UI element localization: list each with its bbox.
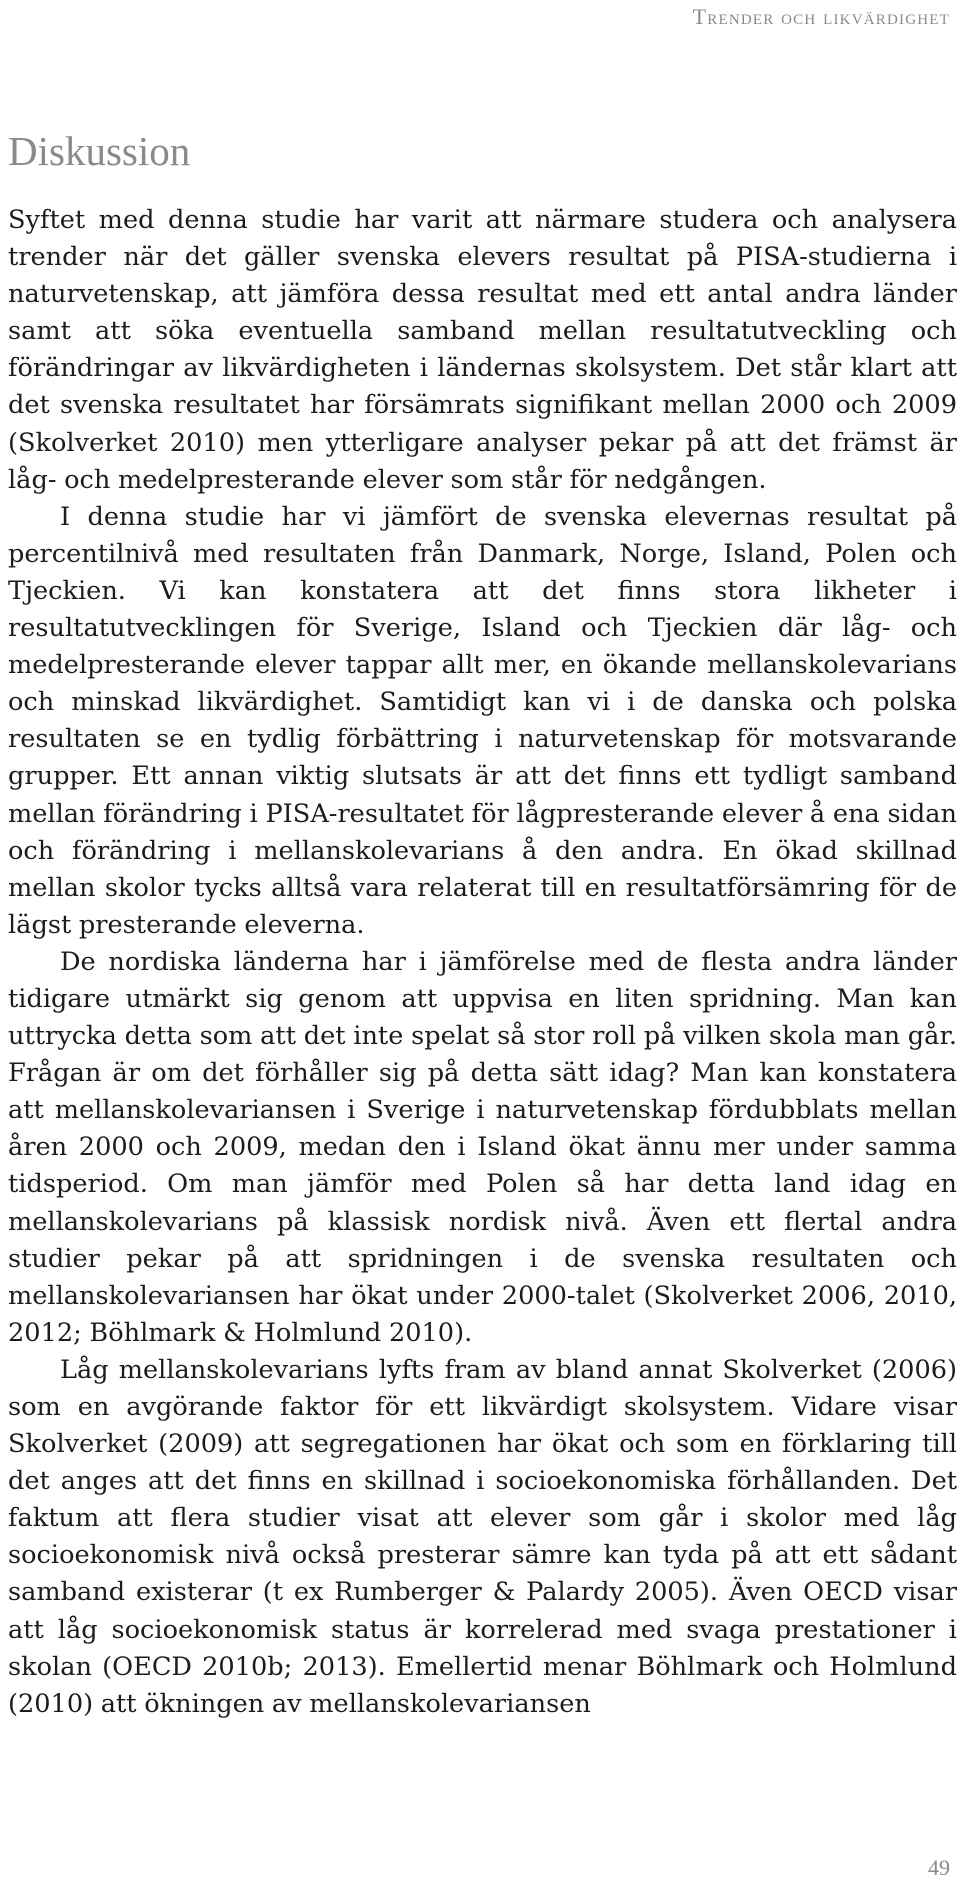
paragraph-2: I denna studie har vi jämfört de svenska elevernas resultat på percentilnivå med resultaten från Danmark, Norge, Island, Polen och Tjeckien. Vi kan konstatera att det finns stora likheter i resultatutvecklingen för Sverige, Island och Tjeckien där låg- och medelpresterande elever tappar allt mer, en ökande mellanskolevarians och minskad likvärdighet. Samtidigt kan vi i de danska och polska resultaten se en tydlig förbättring i naturvetenskap för motsvarande grupper. Ett annan viktig slutsats är att det finns ett tydligt samband mellan förändring i PISA-resultatet för lågpresterande elever å ena sidan och förändring i mellanskolevarians å den andra. En ökad skillnad mellan skolor tycks alltså vara relaterat till en resultatförsämring för de lägst presterande eleverna. <box>8 501 957 940</box>
paragraph-1: Syftet med denna studie har varit att närmare studera och analysera trender när det gäller svenska elevers resultat på PISA-studierna i naturvetenskap, att jämföra dessa resultat med ett antal andra länder samt att söka eventuella samband mellan resultatutveckling och förändringar av likvärdigheten i ländernas skolsystem. Det står klart att det svenska resultatet har försämrats signifikant mellan 2000 och 2009 (Skolverket 2010) men ytterligare analyser pekar på att det främst är låg- och medelpresterande elever som står för nedgången. <box>8 205 957 495</box>
page-number: 49 <box>928 1855 950 1880</box>
section-heading: Diskussion <box>8 128 191 174</box>
running-header: Trender och likvärdighet <box>692 4 950 29</box>
paragraph-3: De nordiska länderna har i jämförelse med de flesta andra länder tidigare utmärkt sig genom att uppvisa en liten spridning. Man kan uttrycka detta som att det inte spelat så stor roll på vilken skola man går. Frågan är om det förhåller sig på detta sätt idag? Man kan konstatera att mellanskolevariansen i Sverige i naturvetenskap fördubblats mellan åren 2000 och 2009, medan den i Island ökat ännu mer under samma tidsperiod. Om man jämför med Polen så har detta land idag en mellanskolevarians på klassisk nordisk nivå. Även ett flertal andra studier pekar på att spridningen i de svenska resultaten och mellanskolevariansen har ökat under 2000-talet (Skolverket 2006, 2010, 2012; Böhlmark & Holmlund 2010). <box>8 946 957 1348</box>
body-text <box>8 202 957 1723</box>
paragraph-4: Låg mellanskolevarians lyfts fram av bland annat Skolverket (2006) som en avgörande faktor för ett likvärdigt skolsystem. Vidare visar Skolverket (2009) att segregationen har ökat och som en förklaring till det anges att det finns en skillnad i socioekonomiska förhållanden. Det faktum att flera studier visat att elever som går i skolor med låg socioekonomisk nivå också presterar sämre kan tyda på att ett sådant samband existerar (t ex Rumberger & Palardy 2005). Även OECD visar att låg socioekonomisk status är korrelerad med svaga prestationer i skolan (OECD 2010b; 2013). Emellertid menar Böhlmark och Holmlund (2010) att ökningen av mellanskolevariansen <box>8 1354 957 1719</box>
